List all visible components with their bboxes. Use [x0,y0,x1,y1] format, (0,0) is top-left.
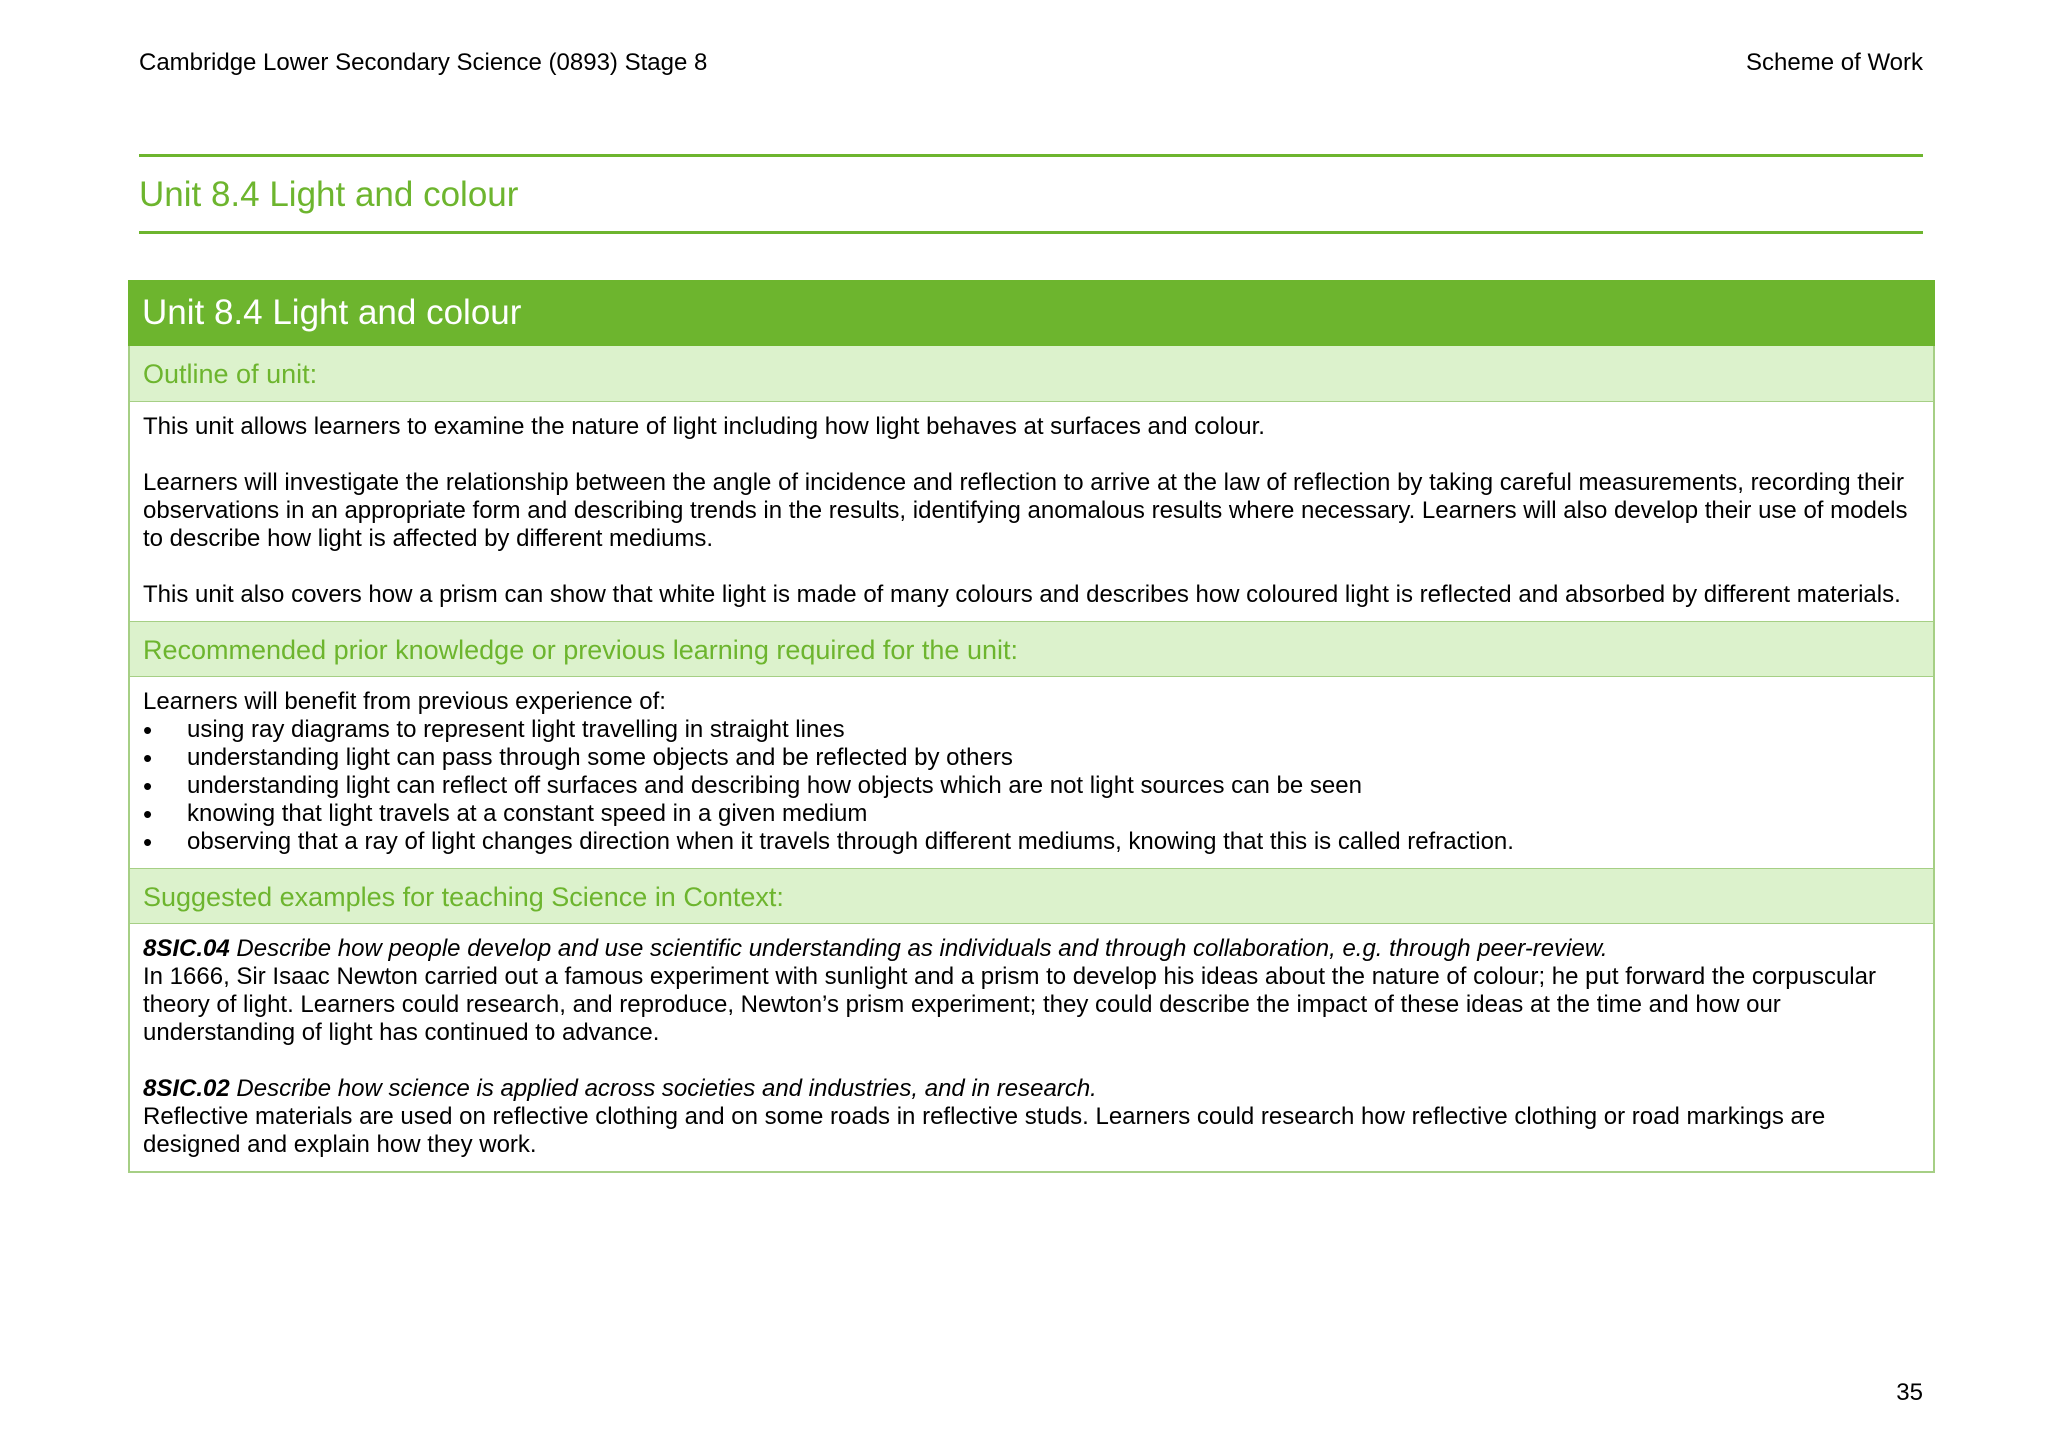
list-item: • observing that a ray of light changes direction when it travels through different mediums, knowing that this is called refraction. [143,828,1913,856]
document-type: Scheme of Work [1746,49,1923,76]
list-item: • knowing that light travels at a constant speed in a given medium [143,800,1913,828]
unit-heading [139,154,1923,234]
science-in-context-heading: Suggested examples for teaching Science in Context: [130,868,1933,924]
science-in-context-body [130,924,1933,1171]
list-item: • understanding light can pass through some objects and be reflected by others [143,744,1913,772]
context-code: 8SIC.02 [143,1075,230,1102]
unit-overview-table [128,280,1935,1173]
context-item-title [143,1075,1913,1103]
context-code: 8SIC.04 [143,935,230,962]
context-item-text: In 1666, Sir Isaac Newton carried out a famous experiment with sunlight and a prism to develop his ideas about the nature of colour; he put forward the corpuscular theory of light. Learners could research, and reproduce, Newton’s prism experiment; they could describe the impact of these ideas at the time and how our understanding of light has continued to advance. [143,963,1876,1046]
page-header [139,46,1923,80]
outline-paragraph: Learners will investigate the relationship between the angle of incidence and reflection to arrive at the law of reflection by taking careful measurements, recording their observations in an appropriate form and describing trends in the results, identifying anomalous results where necessary. Learners will also develop their use of models to describe how light is affected by different mediums. [143,469,1908,552]
prior-knowledge-intro: Learners will benefit from previous experience of: [143,688,666,715]
outline-paragraph: This unit allows learners to examine the nature of light including how light behaves at surfaces and colour. [143,413,1265,440]
context-item-text: Reflective materials are used on reflective clothing and on some roads in reflective studs. Learners could research how reflective clothing or road markings are designed and explain how they work. [143,1103,1826,1158]
outline-heading: Outline of unit: [130,346,1933,402]
outline-paragraph: This unit also covers how a prism can show that white light is made of many colours and describes how coloured light is reflected and absorbed by different materials. [143,581,1901,608]
context-description: Describe how people develop and use scientific understanding as individuals and through collaboration, e.g. through peer-review. [236,935,1608,962]
unit-heading-text: Unit 8.4 Light and colour [139,175,519,214]
prior-knowledge-heading: Recommended prior knowledge or previous learning required for the unit: [130,621,1933,677]
context-item-title [143,935,1913,963]
prior-knowledge-list [143,716,1913,856]
prior-knowledge-body [130,677,1933,868]
list-item: • understanding light can reflect off surfaces and describing how objects which are not light sources can be seen [143,772,1913,800]
list-item: • using ray diagrams to represent light travelling in straight lines [143,716,1913,744]
unit-box-title: Unit 8.4 Light and colour [128,280,1935,346]
outline-body [130,402,1933,621]
context-description: Describe how science is applied across societies and industries, and in research. [236,1075,1097,1102]
document-title: Cambridge Lower Secondary Science (0893) Stage 8 [139,49,708,76]
page-number: 35 [1896,1379,1923,1406]
